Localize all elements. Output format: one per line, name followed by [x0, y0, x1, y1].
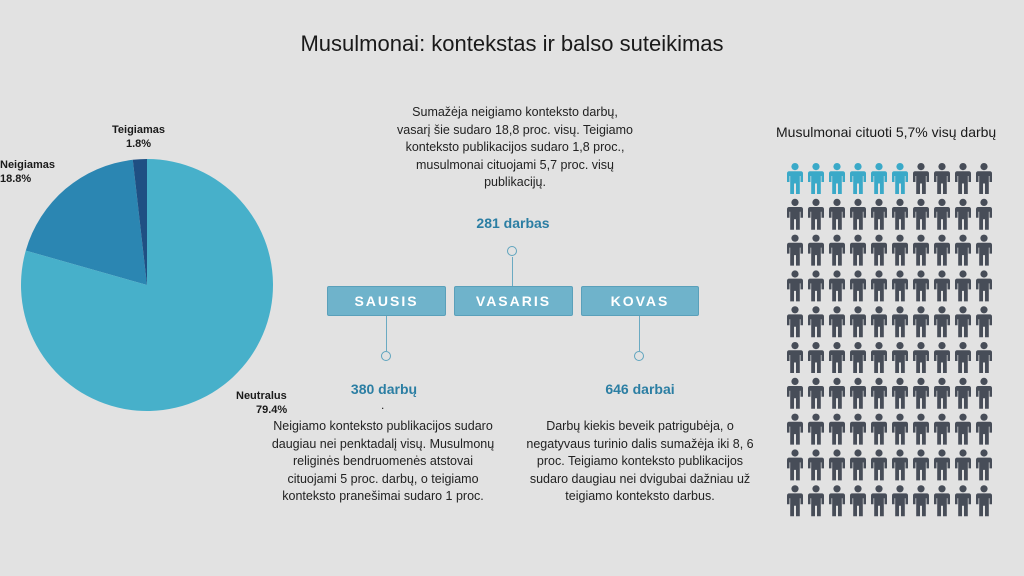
person-icon	[787, 342, 803, 373]
person-icon	[976, 342, 992, 373]
person-icon	[913, 270, 929, 301]
person-icon	[934, 199, 950, 230]
person-icon	[850, 199, 866, 230]
person-icon	[934, 485, 950, 516]
person-icon	[850, 449, 866, 480]
person-icon	[913, 199, 929, 230]
person-icon	[934, 449, 950, 480]
person-icon	[913, 342, 929, 373]
person-icon	[955, 235, 971, 266]
person-icon	[955, 342, 971, 373]
jan-stray-dot: .	[381, 398, 385, 412]
person-icon	[829, 485, 845, 516]
mar-count: 646 darbai	[605, 381, 675, 397]
person-icon	[892, 306, 908, 337]
person-icon	[829, 270, 845, 301]
person-icon	[955, 414, 971, 445]
page-title: Musulmonai: kontekstas ir balso suteikimas	[300, 31, 724, 56]
person-icon-highlighted	[871, 163, 887, 194]
person-icon	[976, 199, 992, 230]
person-icon	[829, 414, 845, 445]
person-icon	[934, 378, 950, 409]
month-sausis: SAUSIS	[327, 286, 446, 316]
person-icon	[787, 485, 803, 516]
person-icon	[787, 235, 803, 266]
person-icon	[892, 414, 908, 445]
person-icon	[934, 306, 950, 337]
person-icon	[955, 163, 971, 194]
person-icon	[955, 449, 971, 480]
person-icon	[892, 342, 908, 373]
person-icon	[892, 485, 908, 516]
feb-count: 281 darbas	[476, 215, 550, 231]
pie-label-neigiamas: Neigiamas 18.8%	[0, 159, 56, 185]
person-icon	[976, 306, 992, 337]
person-icon	[787, 306, 803, 337]
person-icon	[913, 235, 929, 266]
person-icon	[955, 270, 971, 301]
person-icon	[787, 378, 803, 409]
person-icon	[850, 270, 866, 301]
person-icon	[976, 485, 992, 516]
person-icon	[892, 235, 908, 266]
person-icon	[871, 414, 887, 445]
person-icon	[850, 342, 866, 373]
person-icon	[892, 378, 908, 409]
person-icon	[913, 163, 929, 194]
person-icon	[955, 485, 971, 516]
person-icon-highlighted	[892, 163, 908, 194]
person-icon	[871, 378, 887, 409]
person-icon	[913, 449, 929, 480]
pie-chart	[20, 158, 274, 412]
person-icon	[955, 199, 971, 230]
person-icon	[850, 235, 866, 266]
person-icon	[787, 270, 803, 301]
person-icon-highlighted	[829, 163, 845, 194]
person-icon	[976, 449, 992, 480]
person-icon-highlighted	[787, 163, 803, 194]
person-icon-highlighted	[850, 163, 866, 194]
jan-description: Neigiamo konteksto publikacijos sudaro daugiau nei penktadalį visų. Musulmonų religinės bendruomenės atstovai cituojami 5 proc. darbų, o teigiamo konteksto pranešimai sudaro 1 proc.	[271, 419, 495, 503]
person-icon	[955, 306, 971, 337]
person-icon	[913, 306, 929, 337]
person-icon	[808, 485, 824, 516]
person-icon	[976, 235, 992, 266]
person-icon	[871, 270, 887, 301]
person-icon	[829, 199, 845, 230]
person-icon	[850, 378, 866, 409]
person-icon	[850, 414, 866, 445]
feb-connector	[512, 257, 513, 286]
person-icon	[976, 163, 992, 194]
person-icon-highlighted	[808, 163, 824, 194]
person-icon	[871, 306, 887, 337]
person-icon	[871, 199, 887, 230]
person-icon	[850, 485, 866, 516]
person-icon	[871, 449, 887, 480]
person-icon	[976, 270, 992, 301]
person-icon	[808, 306, 824, 337]
person-icon	[808, 342, 824, 373]
person-icon	[850, 306, 866, 337]
person-icon	[892, 449, 908, 480]
person-icon	[913, 414, 929, 445]
people-pictogram	[785, 163, 997, 523]
month-kovas: KOVAS	[581, 286, 699, 316]
mar-dot	[634, 351, 644, 361]
feb-description: Sumažėja neigiamo konteksto darbų, vasarį šie sudaro 18,8 proc. visų. Teigiamo konteksto publikacijos sudaro 1,8 proc., musulmonai cituojami 5,7 proc. visų publikacijų.	[397, 105, 633, 189]
person-icon	[787, 414, 803, 445]
person-icon	[808, 199, 824, 230]
pie-label-neutralus: Neutralus 79.4%	[236, 390, 288, 416]
feb-dot	[507, 246, 517, 256]
person-icon	[871, 485, 887, 516]
person-icon	[787, 199, 803, 230]
person-icon	[913, 378, 929, 409]
pie-label-teigiamas: Teigiamas 1.8%	[112, 124, 165, 150]
person-icon	[976, 378, 992, 409]
person-icon	[934, 414, 950, 445]
people-title: Musulmonai cituoti 5,7% visų darbų	[776, 124, 997, 140]
person-icon	[808, 378, 824, 409]
person-icon	[976, 414, 992, 445]
mar-connector	[639, 316, 640, 351]
person-icon	[808, 235, 824, 266]
person-icon	[829, 342, 845, 373]
person-icon	[829, 306, 845, 337]
person-icon	[829, 378, 845, 409]
person-icon	[892, 270, 908, 301]
person-icon	[787, 449, 803, 480]
month-vasaris: VASARIS	[454, 286, 573, 316]
mar-description: Darbų kiekis beveik patrigubėja, o negatyvaus turinio dalis sumažėja iki 8, 6 proc. Teigiamo konteksto publikacijos sudaro daugiau nei dvigubai dažniau už teigiamo konteksto darbus.	[526, 419, 754, 503]
jan-count: 380 darbų	[350, 381, 418, 397]
person-icon	[934, 235, 950, 266]
jan-connector	[386, 316, 387, 351]
person-icon	[808, 449, 824, 480]
person-icon	[892, 199, 908, 230]
jan-dot	[381, 351, 391, 361]
person-icon	[871, 342, 887, 373]
person-icon	[934, 270, 950, 301]
person-icon	[913, 485, 929, 516]
person-icon	[871, 235, 887, 266]
person-icon	[934, 163, 950, 194]
person-icon	[829, 235, 845, 266]
person-icon	[808, 270, 824, 301]
person-icon	[829, 449, 845, 480]
person-icon	[808, 414, 824, 445]
person-icon	[934, 342, 950, 373]
person-icon	[955, 378, 971, 409]
